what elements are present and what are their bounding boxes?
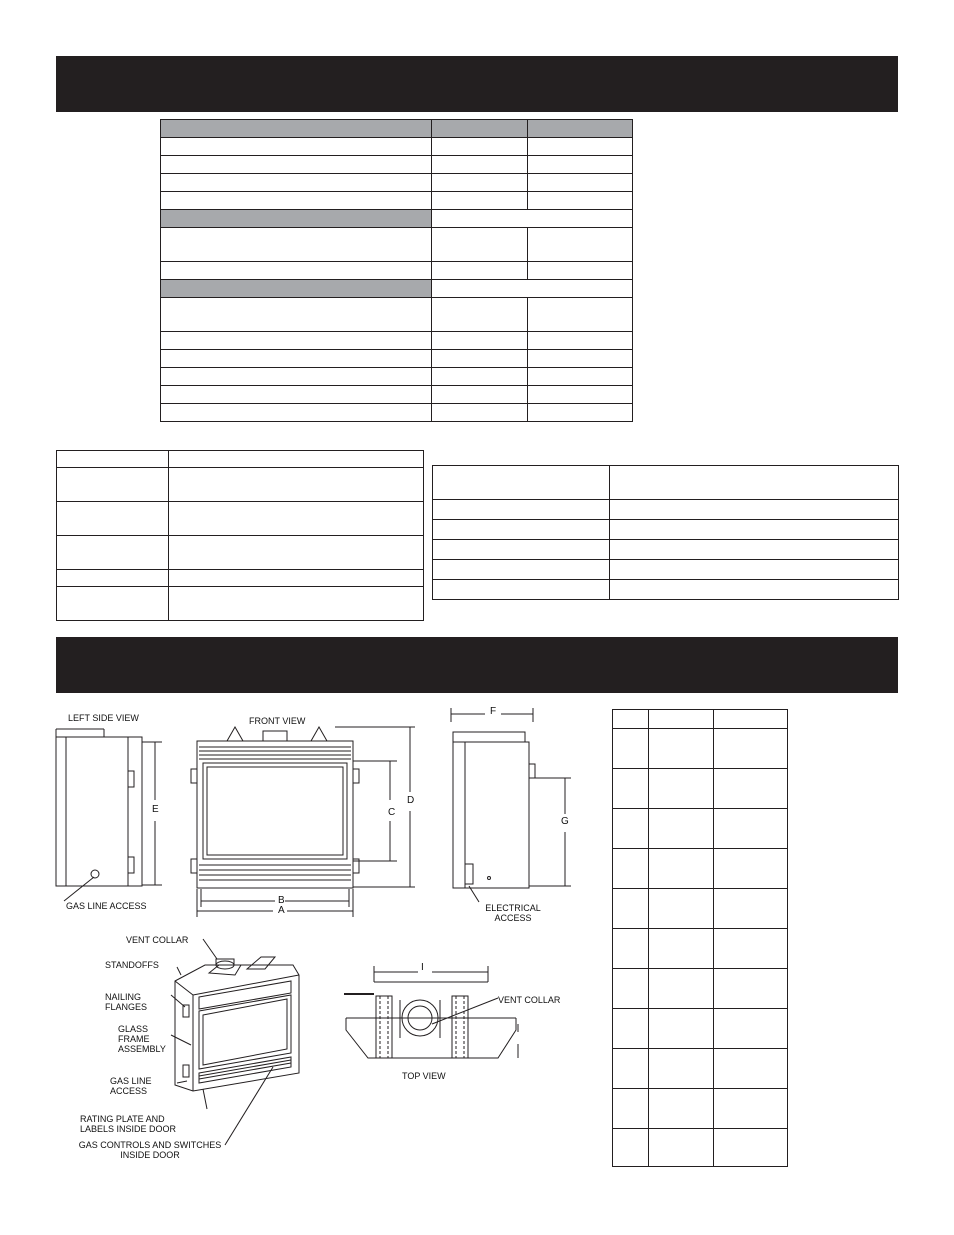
nailing-flanges-label: NAILING FLANGES	[105, 992, 148, 1012]
rating-plate-label: RATING PLATE AND LABELS INSIDE DOOR	[80, 1114, 177, 1134]
table-row	[613, 1009, 788, 1049]
dimension-f-label: F	[490, 706, 497, 717]
table-header-cell	[432, 120, 528, 138]
table-row	[57, 451, 424, 468]
table-row	[433, 580, 899, 600]
dimension-d-label: D	[407, 795, 415, 806]
table-row	[613, 889, 788, 929]
table-row	[57, 502, 424, 536]
table-row	[613, 1129, 788, 1167]
left-side-view-drawing	[52, 725, 167, 895]
table-row	[161, 138, 633, 156]
left-side-view-label: LEFT SIDE VIEW	[68, 713, 139, 723]
table-row	[161, 386, 633, 404]
table-header-row	[613, 710, 788, 729]
top-view-drawing	[340, 962, 530, 1072]
table-row	[161, 228, 633, 262]
electrical-access-label: ELECTRICAL ACCESS	[485, 903, 541, 923]
specifications-table	[160, 119, 633, 422]
table-row	[161, 262, 633, 280]
table-merged-cell	[432, 210, 633, 228]
table-row	[161, 156, 633, 174]
section-banner-dimensions	[56, 637, 898, 693]
table-row	[161, 192, 633, 210]
table-row	[613, 969, 788, 1009]
table-header-cell	[161, 120, 432, 138]
table-row	[161, 350, 633, 368]
top-view-label: TOP VIEW	[402, 1071, 446, 1081]
table-subheader-cell	[161, 280, 432, 298]
front-view-label: FRONT VIEW	[249, 716, 306, 726]
table-subheader-cell	[161, 210, 432, 228]
table-row	[613, 1049, 788, 1089]
table-row	[433, 500, 899, 520]
table-row	[613, 929, 788, 969]
table-row	[161, 298, 633, 332]
table-row	[613, 849, 788, 889]
gas-line-access-lower-label: GAS LINE ACCESS	[110, 1076, 152, 1096]
table-header-row	[161, 120, 633, 138]
table-row	[57, 536, 424, 570]
top-view-vent-collar-label: VENT COLLAR	[498, 995, 561, 1005]
table-row	[161, 368, 633, 386]
table-row	[433, 520, 899, 540]
vent-collar-label: VENT COLLAR	[126, 935, 189, 945]
standoffs-label: STANDOFFS	[105, 960, 159, 970]
section-banner-specifications	[56, 56, 898, 112]
gas-line-access-label: GAS LINE ACCESS	[66, 901, 147, 911]
dimension-b-label: B	[278, 895, 285, 906]
table-row	[613, 769, 788, 809]
dimension-i-label: I	[421, 962, 424, 973]
table-merged-cell	[432, 280, 633, 298]
table-row	[57, 570, 424, 587]
dimension-a-label: A	[278, 905, 285, 916]
table-row	[613, 1089, 788, 1129]
table-row	[433, 540, 899, 560]
table-row	[57, 468, 424, 502]
table-subheader-row	[161, 280, 633, 298]
table-row	[433, 466, 899, 500]
dimensions-table	[612, 709, 788, 1167]
table-row	[57, 587, 424, 621]
left-info-table	[56, 450, 424, 621]
table-row	[433, 560, 899, 580]
table-row	[161, 332, 633, 350]
dimension-e-label: E	[152, 804, 159, 815]
table-subheader-row	[161, 210, 633, 228]
front-view-drawing	[185, 725, 425, 920]
table-row	[613, 729, 788, 769]
dimension-c-label: C	[388, 807, 396, 818]
table-row	[613, 809, 788, 849]
right-info-table	[432, 465, 899, 600]
right-side-view-drawing	[445, 708, 580, 908]
table-row	[161, 404, 633, 422]
table-row	[161, 174, 633, 192]
table-header-cell	[528, 120, 633, 138]
gas-controls-label: GAS CONTROLS AND SWITCHES INSIDE DOOR	[78, 1140, 222, 1160]
glass-frame-assembly-label: GLASS FRAME ASSEMBLY	[118, 1024, 166, 1054]
dimension-g-label: G	[561, 816, 569, 827]
